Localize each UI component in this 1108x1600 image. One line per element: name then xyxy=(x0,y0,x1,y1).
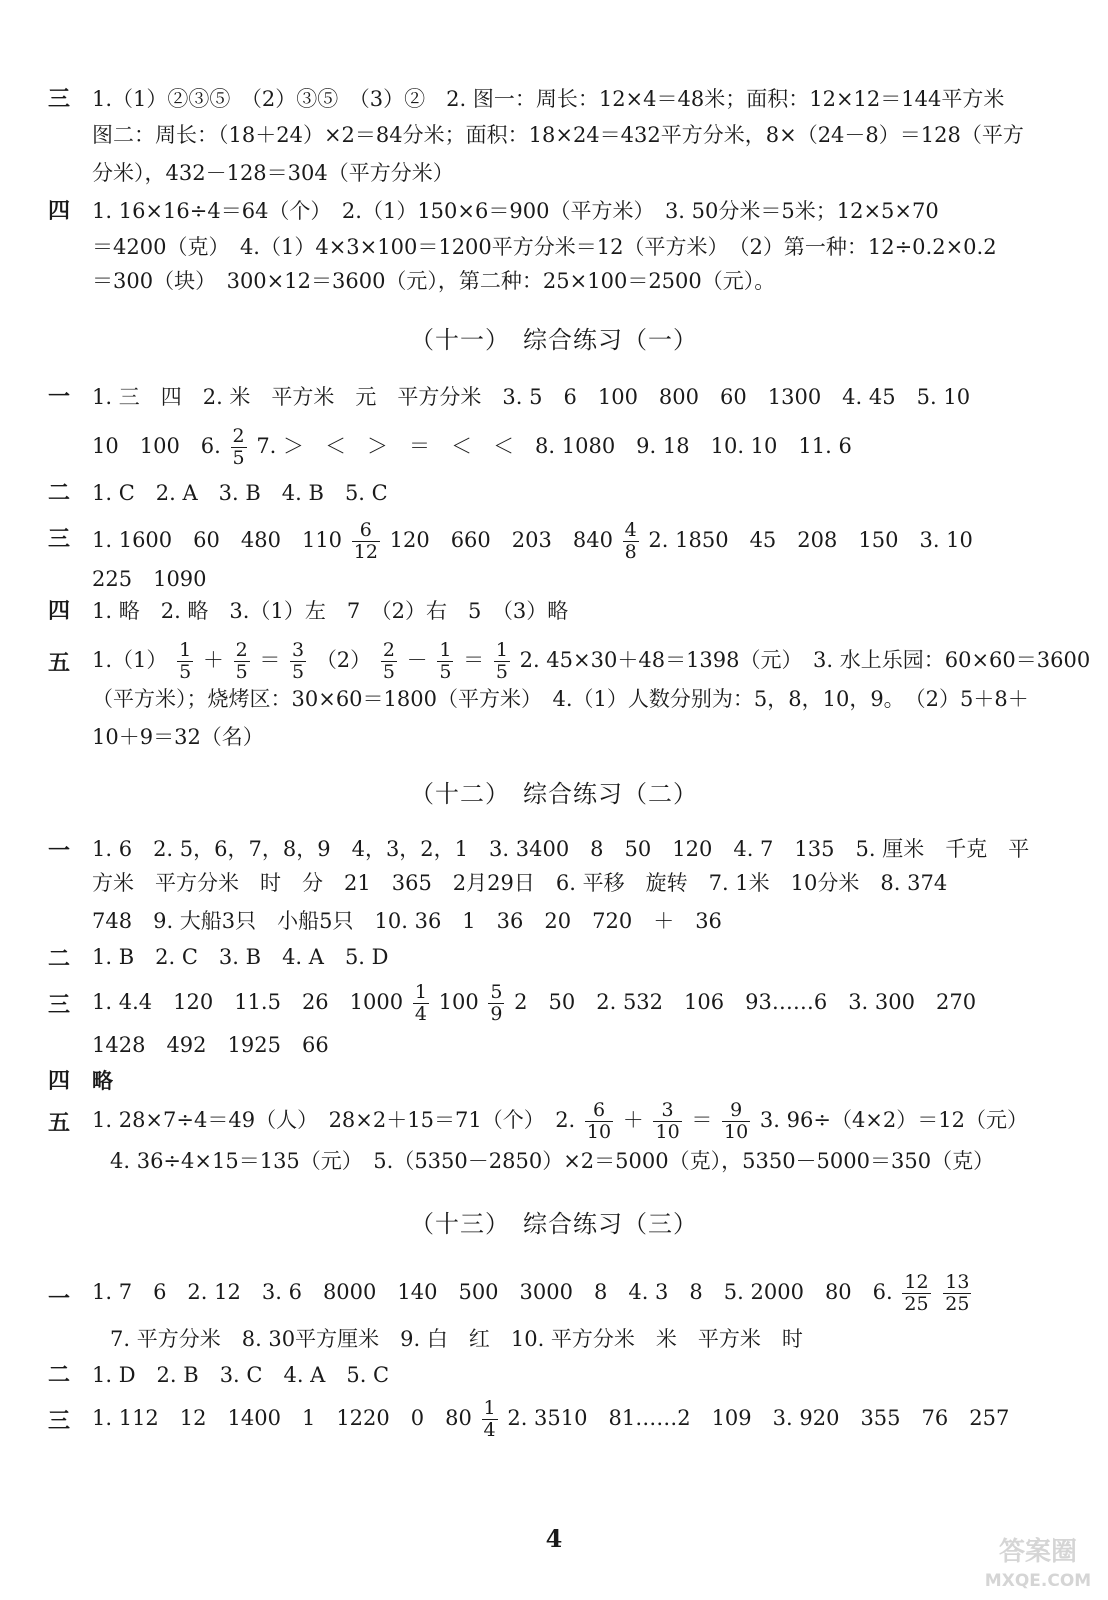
section-marker: 二 xyxy=(48,480,71,506)
answer-text: （2） xyxy=(315,648,372,672)
answer-text: 100 xyxy=(438,990,479,1014)
answer-line: 1. 略 2. 略 3.（1）左 7 （2）右 5 （3）略 xyxy=(92,599,569,623)
answer-text: 2. 3510 81……2 109 3. 920 355 76 257 xyxy=(507,1406,1010,1430)
section-marker: 四 xyxy=(48,1068,71,1094)
answer-line: 1. 三 四 2. 米 平方米 元 平方分米 3. 5 6 100 800 60 1300 4. 45 5. 10 xyxy=(92,385,971,409)
answer-line: 1. C 2. A 3. B 4. B 5. C xyxy=(92,481,388,505)
section-marker: 四 xyxy=(48,198,71,224)
section-marker: 一 xyxy=(48,384,71,410)
answer-text: 1. 7 6 2. 12 3. 6 8000 140 500 3000 8 4. 3 8 5. 2000 80 6. xyxy=(92,1280,893,1304)
fraction: $\frac{9}{10}$ xyxy=(724,1099,749,1143)
answer-text: 1. 4.4 120 11.5 26 1000 xyxy=(92,990,404,1014)
section-marker: 五 xyxy=(48,1110,71,1136)
operator: ＝ xyxy=(463,648,485,672)
section-heading: （十一） 综合练习（一） xyxy=(410,326,698,354)
fraction: $\frac{2}{5}$ xyxy=(235,639,248,683)
answer-text: 10 100 6. xyxy=(92,434,221,458)
section-marker: 四 xyxy=(48,598,71,624)
answer-line: 1. D 2. B 3. C 4. A 5. C xyxy=(92,1363,390,1387)
watermark-title: 答案圈 xyxy=(998,1537,1078,1567)
answer-line: 1428 492 1925 66 xyxy=(92,1033,329,1057)
fraction: $\frac{1}{4}$ xyxy=(483,1397,496,1441)
answer-line: （平方米）；烧烤区：30×60＝1800（平方米） 4.（1）人数分别为：5，8，10，9。 （2）5＋8＋ xyxy=(92,687,1029,711)
operator: ＝ xyxy=(259,648,281,672)
fraction: $\frac{4}{8}$ xyxy=(624,519,637,563)
fraction: $\frac{1}{5}$ xyxy=(495,639,508,683)
fraction: $\frac{6}{10}$ xyxy=(586,1099,612,1143)
section-marker: 三 xyxy=(48,1408,71,1434)
answer-line: 分米），432－128＝304（平方分米） xyxy=(92,161,454,185)
watermark-logo xyxy=(978,1528,1098,1594)
fraction: $\frac{6}{12}$ xyxy=(353,519,378,563)
answer-line: 1. 16×16÷4＝64（个） 2.（1）150×6＝900（平方米） 3. 50分米＝5米；12×5×70 xyxy=(92,199,939,223)
fraction: $\frac{3}{5}$ xyxy=(292,639,305,683)
section-marker: 三 xyxy=(48,526,71,552)
answer-text: 1.（1） xyxy=(92,648,168,672)
answer-text: 7. ＞ ＜ ＞ ＝ ＜ ＜ 8. 1080 9. 18 10. 10 11. 6 xyxy=(256,434,852,458)
operator: － xyxy=(406,648,428,672)
fraction: $\frac{3}{10}$ xyxy=(655,1099,680,1143)
answer-line xyxy=(92,1398,1009,1441)
answer-text: 1. 112 12 1400 1 1220 0 80 xyxy=(92,1406,472,1430)
answer-text: 2. 1850 45 208 150 3. 10 xyxy=(648,528,973,552)
answer-line xyxy=(92,1100,1028,1143)
section-marker: 五 xyxy=(48,650,71,676)
fraction: $\frac{13}{25}$ xyxy=(945,1271,970,1315)
answer-text: 2 50 2. 532 106 93……6 3. 300 270 xyxy=(514,990,977,1014)
section-marker: 二 xyxy=(48,1362,71,1388)
section-heading: （十三） 综合练习（三） xyxy=(410,1210,698,1238)
answer-line xyxy=(92,640,1090,683)
answer-line: 略 xyxy=(92,1068,113,1093)
watermark-url: MXQE.COM xyxy=(984,1571,1092,1591)
answer-line: 10＋9＝32（名） xyxy=(92,725,264,749)
answer-text: 1. 28×7÷4＝49（人） 28×2＋15＝71（个） 2. xyxy=(92,1108,576,1132)
answer-text: 1. 1600 60 480 110 xyxy=(92,528,343,552)
answer-line xyxy=(92,1272,974,1315)
answer-line: 图二：周长：（18＋24）×2＝84分米；面积：18×24＝432平方分米，8×（24－8）＝128（平方 xyxy=(92,123,1024,147)
answer-line: 方米 平方分米 时 分 21 365 2月29日 6. 平移 旋转 7. 1米 10分米 8. 374 xyxy=(92,871,948,895)
answer-line: ＝300（块） 300×12＝3600（元），第二种：25×100＝2500（元）。 xyxy=(92,269,776,293)
fraction: $\frac{1}{5}$ xyxy=(179,639,192,683)
operator: ＝ xyxy=(691,1108,713,1132)
fraction: $\frac{5}{9}$ xyxy=(490,981,503,1025)
fraction: $\frac{1}{4}$ xyxy=(414,981,427,1025)
operator: ＋ xyxy=(622,1108,644,1132)
fraction: $\frac{2}{5}$ xyxy=(232,425,245,469)
answer-line: 7. 平方分米 8. 30平方厘米 9. 白 红 10. 平方分米 米 平方米 时 xyxy=(110,1327,803,1351)
answer-line: 1. 6 2. 5，6，7，8，9 4，3，2，1 3. 3400 8 50 120 4. 7 135 5. 厘米 千克 平 xyxy=(92,837,1030,861)
section-marker: 一 xyxy=(48,838,71,864)
answer-line xyxy=(92,426,852,469)
fraction: $\frac{12}{25}$ xyxy=(904,1271,929,1315)
answer-line xyxy=(92,982,976,1025)
answer-line: 1.（1）②③⑤ （2）③⑤ （3）② 2. 图一：周长：12×4＝48米；面积：12×12＝144平方米 xyxy=(92,87,1005,111)
section-marker: 三 xyxy=(48,992,71,1018)
section-marker: 二 xyxy=(48,946,71,972)
page-number: 4 xyxy=(545,1524,563,1553)
section-heading: （十二） 综合练习（二） xyxy=(410,780,698,808)
answer-line xyxy=(92,520,973,563)
answer-line: 748 9. 大船3只 小船5只 10. 36 1 36 20 720 ＋ 36 xyxy=(92,909,722,933)
answer-line: 4. 36÷4×15＝135（元） 5.（5350－2850）×2＝5000（克），5350－5000＝350（克） xyxy=(110,1149,995,1173)
answer-text: 2. 45×30＋48＝1398（元） 3. 水上乐园：60×60＝3600 xyxy=(519,648,1091,672)
answer-text: 3. 96÷（4×2）＝12（元） xyxy=(759,1108,1028,1132)
fraction: $\frac{1}{5}$ xyxy=(439,639,452,683)
answer-line: 225 1090 xyxy=(92,567,207,591)
fraction: $\frac{2}{5}$ xyxy=(382,639,395,683)
operator: ＋ xyxy=(202,648,224,672)
section-marker: 三 xyxy=(48,86,71,112)
answer-line: 1. B 2. C 3. B 4. A 5. D xyxy=(92,945,389,969)
section-marker: 一 xyxy=(48,1286,71,1312)
answer-text: 120 660 203 840 xyxy=(389,528,613,552)
answer-line: ＝4200（克） 4.（1）4×3×100＝1200平方分米＝12（平方米） （2）第一种：12÷0.2×0.2 xyxy=(92,235,997,259)
